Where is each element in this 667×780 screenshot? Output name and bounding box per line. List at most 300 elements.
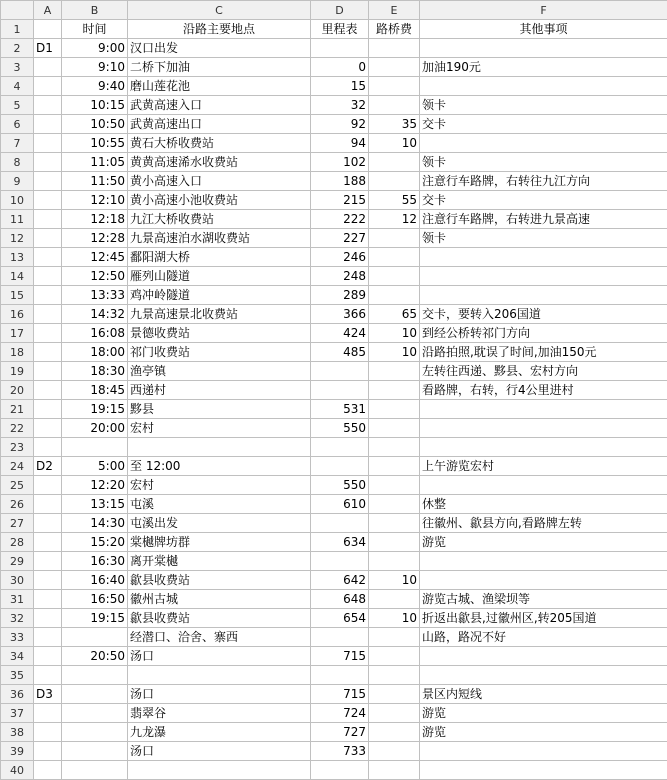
cell-f[interactable]: 往徽州、歙县方向,看路牌左转 xyxy=(420,514,667,533)
cell-e[interactable] xyxy=(369,267,420,286)
cell-f[interactable] xyxy=(420,742,667,761)
column-header-b[interactable]: B xyxy=(62,1,128,20)
cell-c[interactable]: 黄黄高速浠水收费站 xyxy=(128,153,311,172)
row-header[interactable]: 1 xyxy=(1,20,34,39)
cell-b[interactable]: 9:40 xyxy=(62,77,128,96)
cell-a[interactable]: D1 xyxy=(34,39,62,58)
cell-a[interactable]: D2 xyxy=(34,457,62,476)
cell-d[interactable]: 642 xyxy=(311,571,369,590)
row-header[interactable]: 21 xyxy=(1,400,34,419)
cell-e[interactable]: 10 xyxy=(369,324,420,343)
cell-a[interactable] xyxy=(34,210,62,229)
row-header[interactable]: 10 xyxy=(1,191,34,210)
cell-a[interactable] xyxy=(34,115,62,134)
cell-b[interactable]: 15:20 xyxy=(62,533,128,552)
table-row xyxy=(1,571,667,590)
cell-f[interactable]: 领卡 xyxy=(420,96,667,115)
row-header[interactable]: 17 xyxy=(1,324,34,343)
cell-d[interactable]: 733 xyxy=(311,742,369,761)
cell-d[interactable]: 246 xyxy=(311,248,369,267)
row-header[interactable]: 30 xyxy=(1,571,34,590)
cell-d[interactable]: 550 xyxy=(311,476,369,495)
cell-e[interactable]: 55 xyxy=(369,191,420,210)
cell-d[interactable]: 424 xyxy=(311,324,369,343)
cell-b[interactable]: 13:33 xyxy=(62,286,128,305)
column-header-e[interactable]: E xyxy=(369,1,420,20)
cell-f[interactable] xyxy=(420,647,667,666)
cell-b[interactable]: 18:45 xyxy=(62,381,128,400)
cell-b[interactable]: 12:10 xyxy=(62,191,128,210)
row-header[interactable]: 39 xyxy=(1,742,34,761)
cell-b[interactable]: 11:50 xyxy=(62,172,128,191)
cell-a[interactable] xyxy=(34,609,62,628)
cell-f[interactable]: 注意行车路牌，右转往九江方向 xyxy=(420,172,667,191)
cell-e[interactable]: 10 xyxy=(369,609,420,628)
table-row xyxy=(1,476,667,495)
cell-c[interactable]: 翡翠谷 xyxy=(128,704,311,723)
column-header-d[interactable]: D xyxy=(311,1,369,20)
cell-d[interactable] xyxy=(311,381,369,400)
row-header[interactable]: 28 xyxy=(1,533,34,552)
cell-c[interactable]: 宏村 xyxy=(128,476,311,495)
cell-c[interactable]: 汤口 xyxy=(128,647,311,666)
cell-b[interactable]: 12:28 xyxy=(62,229,128,248)
cell-d[interactable] xyxy=(311,39,369,58)
cell-a[interactable] xyxy=(34,58,62,77)
cell-a[interactable] xyxy=(34,248,62,267)
cell-b[interactable]: 16:30 xyxy=(62,552,128,571)
row-header[interactable]: 38 xyxy=(1,723,34,742)
cell-e[interactable] xyxy=(369,628,420,647)
table-row xyxy=(1,514,667,533)
row-header[interactable]: 24 xyxy=(1,457,34,476)
cell-c[interactable]: 屯溪 xyxy=(128,495,311,514)
row-header[interactable]: 29 xyxy=(1,552,34,571)
cell-d[interactable]: 634 xyxy=(311,533,369,552)
cell-f[interactable]: 领卡 xyxy=(420,153,667,172)
cell-f[interactable]: 游览 xyxy=(420,533,667,552)
row-header[interactable]: 11 xyxy=(1,210,34,229)
cell-a[interactable] xyxy=(34,533,62,552)
cell-c[interactable]: 歙县收费站 xyxy=(128,571,311,590)
cell-d[interactable]: 15 xyxy=(311,77,369,96)
cell-e[interactable] xyxy=(369,381,420,400)
cell-f[interactable] xyxy=(420,552,667,571)
row-header[interactable]: 15 xyxy=(1,286,34,305)
cell-c[interactable]: 歙县收费站 xyxy=(128,609,311,628)
cell-e[interactable] xyxy=(369,153,420,172)
cell-b[interactable]: 12:18 xyxy=(62,210,128,229)
row-header[interactable]: 22 xyxy=(1,419,34,438)
cell-a[interactable] xyxy=(34,761,62,780)
cell-b[interactable]: 时间 xyxy=(62,20,128,39)
cell-a[interactable] xyxy=(34,723,62,742)
cell-c[interactable]: 鄱阳湖大桥 xyxy=(128,248,311,267)
row-header[interactable]: 23 xyxy=(1,438,34,457)
cell-e[interactable] xyxy=(369,666,420,685)
cell-d[interactable]: 715 xyxy=(311,647,369,666)
row-header[interactable]: 25 xyxy=(1,476,34,495)
cell-b[interactable]: 16:40 xyxy=(62,571,128,590)
cell-f[interactable] xyxy=(420,248,667,267)
cell-a[interactable] xyxy=(34,96,62,115)
cell-b[interactable]: 10:50 xyxy=(62,115,128,134)
cell-f[interactable]: 看路牌，右转，行4公里进村 xyxy=(420,381,667,400)
cell-c[interactable]: 宏村 xyxy=(128,419,311,438)
cell-a[interactable] xyxy=(34,704,62,723)
cell-f[interactable]: 游览 xyxy=(420,704,667,723)
cell-e[interactable]: 路桥费 xyxy=(369,20,420,39)
cell-a[interactable] xyxy=(34,571,62,590)
cell-f[interactable]: 交卡 xyxy=(420,115,667,134)
cell-c[interactable]: 鸡冲岭隧道 xyxy=(128,286,311,305)
cell-b[interactable]: 18:00 xyxy=(62,343,128,362)
cell-e[interactable] xyxy=(369,419,420,438)
cell-a[interactable] xyxy=(34,229,62,248)
cell-c[interactable]: 黄小高速入口 xyxy=(128,172,311,191)
cell-b[interactable]: 20:50 xyxy=(62,647,128,666)
cell-c[interactable]: 汤口 xyxy=(128,742,311,761)
cell-a[interactable] xyxy=(34,438,62,457)
cell-d[interactable]: 102 xyxy=(311,153,369,172)
cell-e[interactable]: 65 xyxy=(369,305,420,324)
cell-c[interactable]: 沿路主要地点 xyxy=(128,20,311,39)
table-row xyxy=(1,590,667,609)
cell-e[interactable] xyxy=(369,457,420,476)
cell-e[interactable] xyxy=(369,362,420,381)
cell-a[interactable] xyxy=(34,77,62,96)
cell-f[interactable]: 游览 xyxy=(420,723,667,742)
cell-d[interactable]: 32 xyxy=(311,96,369,115)
cell-e[interactable]: 35 xyxy=(369,115,420,134)
cell-e[interactable] xyxy=(369,229,420,248)
cell-e[interactable] xyxy=(369,438,420,457)
cell-a[interactable] xyxy=(34,666,62,685)
cell-f[interactable] xyxy=(420,419,667,438)
cell-d[interactable] xyxy=(311,666,369,685)
cell-c[interactable]: 离开棠樾 xyxy=(128,552,311,571)
cell-f[interactable]: 休整 xyxy=(420,495,667,514)
cell-a[interactable] xyxy=(34,495,62,514)
cell-c[interactable]: 雁列山隧道 xyxy=(128,267,311,286)
cell-f[interactable] xyxy=(420,476,667,495)
table-row xyxy=(1,704,667,723)
cell-f[interactable] xyxy=(420,39,667,58)
cell-a[interactable] xyxy=(34,552,62,571)
row-header[interactable]: 8 xyxy=(1,153,34,172)
cell-a[interactable] xyxy=(34,286,62,305)
table-row xyxy=(1,647,667,666)
cell-c[interactable]: 武黄高速出口 xyxy=(128,115,311,134)
cell-d[interactable]: 724 xyxy=(311,704,369,723)
cell-f[interactable]: 景区内短线 xyxy=(420,685,667,704)
cell-a[interactable] xyxy=(34,305,62,324)
row-header[interactable]: 33 xyxy=(1,628,34,647)
cell-f[interactable] xyxy=(420,438,667,457)
cell-e[interactable] xyxy=(369,685,420,704)
table-row xyxy=(1,362,667,381)
cell-b[interactable]: 5:00 xyxy=(62,457,128,476)
cell-e[interactable] xyxy=(369,704,420,723)
cell-a[interactable] xyxy=(34,476,62,495)
cell-c[interactable]: 磨山莲花池 xyxy=(128,77,311,96)
cell-d[interactable]: 188 xyxy=(311,172,369,191)
row-header[interactable]: 2 xyxy=(1,39,34,58)
cell-b[interactable]: 19:15 xyxy=(62,400,128,419)
cell-b[interactable] xyxy=(62,723,128,742)
cell-b[interactable]: 12:20 xyxy=(62,476,128,495)
cell-b[interactable]: 14:30 xyxy=(62,514,128,533)
cell-e[interactable] xyxy=(369,495,420,514)
cell-b[interactable] xyxy=(62,438,128,457)
cell-e[interactable] xyxy=(369,742,420,761)
cell-e[interactable] xyxy=(369,286,420,305)
cell-e[interactable]: 10 xyxy=(369,343,420,362)
cell-c[interactable]: 汉口出发 xyxy=(128,39,311,58)
cell-d[interactable] xyxy=(311,514,369,533)
row-header[interactable]: 5 xyxy=(1,96,34,115)
cell-d[interactable]: 550 xyxy=(311,419,369,438)
row-header[interactable]: 26 xyxy=(1,495,34,514)
cell-b[interactable]: 12:45 xyxy=(62,248,128,267)
cell-b[interactable]: 14:32 xyxy=(62,305,128,324)
cell-e[interactable] xyxy=(369,39,420,58)
cell-b[interactable]: 20:00 xyxy=(62,419,128,438)
column-header-f[interactable]: F xyxy=(420,1,667,20)
row-header[interactable]: 35 xyxy=(1,666,34,685)
cell-e[interactable] xyxy=(369,723,420,742)
cell-c[interactable]: 九龙瀑 xyxy=(128,723,311,742)
cell-f[interactable]: 领卡 xyxy=(420,229,667,248)
cell-e[interactable]: 12 xyxy=(369,210,420,229)
cell-a[interactable] xyxy=(34,191,62,210)
row-header[interactable]: 36 xyxy=(1,685,34,704)
cell-d[interactable] xyxy=(311,761,369,780)
cell-a[interactable] xyxy=(34,324,62,343)
cell-d[interactable]: 289 xyxy=(311,286,369,305)
row-header[interactable]: 9 xyxy=(1,172,34,191)
cell-c[interactable] xyxy=(128,666,311,685)
cell-c[interactable]: 黟县 xyxy=(128,400,311,419)
cell-b[interactable] xyxy=(62,685,128,704)
cell-f[interactable]: 上午游览宏村 xyxy=(420,457,667,476)
cell-f[interactable]: 其他事项 xyxy=(420,20,667,39)
cell-c[interactable]: 西递村 xyxy=(128,381,311,400)
row-header[interactable]: 13 xyxy=(1,248,34,267)
table-row xyxy=(1,39,667,58)
cell-f[interactable] xyxy=(420,761,667,780)
cell-f[interactable] xyxy=(420,286,667,305)
cell-f[interactable]: 注意行车路牌，右转进九景高速 xyxy=(420,210,667,229)
cell-b[interactable]: 11:05 xyxy=(62,153,128,172)
row-header[interactable]: 34 xyxy=(1,647,34,666)
cell-b[interactable]: 16:08 xyxy=(62,324,128,343)
row-header[interactable]: 19 xyxy=(1,362,34,381)
cell-b[interactable]: 13:15 xyxy=(62,495,128,514)
row-header[interactable]: 16 xyxy=(1,305,34,324)
cell-c[interactable]: 黄小高速小池收费站 xyxy=(128,191,311,210)
cell-d[interactable]: 366 xyxy=(311,305,369,324)
cell-a[interactable] xyxy=(34,134,62,153)
cell-d[interactable]: 727 xyxy=(311,723,369,742)
table-row xyxy=(1,552,667,571)
cell-f[interactable]: 交卡，要转入206国道 xyxy=(420,305,667,324)
cell-f[interactable]: 折返出歙县,过徽州区,转205国道 xyxy=(420,609,667,628)
cell-d[interactable]: 222 xyxy=(311,210,369,229)
cell-d[interactable]: 654 xyxy=(311,609,369,628)
cell-d[interactable]: 531 xyxy=(311,400,369,419)
cell-f[interactable] xyxy=(420,400,667,419)
cell-d[interactable]: 715 xyxy=(311,685,369,704)
cell-e[interactable] xyxy=(369,58,420,77)
cell-e[interactable] xyxy=(369,533,420,552)
table-row xyxy=(1,324,667,343)
cell-c[interactable]: 祁门收费站 xyxy=(128,343,311,362)
cell-e[interactable] xyxy=(369,172,420,191)
row-header[interactable]: 7 xyxy=(1,134,34,153)
cell-c[interactable]: 徽州古城 xyxy=(128,590,311,609)
row-header[interactable]: 12 xyxy=(1,229,34,248)
cell-f[interactable]: 交卡 xyxy=(420,191,667,210)
cell-c[interactable]: 九景高速泊水湖收费站 xyxy=(128,229,311,248)
cell-a[interactable] xyxy=(34,400,62,419)
cell-a[interactable] xyxy=(34,381,62,400)
cell-f[interactable]: 游览古城、渔梁坝等 xyxy=(420,590,667,609)
cell-b[interactable]: 9:10 xyxy=(62,58,128,77)
cell-d[interactable]: 648 xyxy=(311,590,369,609)
cell-e[interactable]: 10 xyxy=(369,571,420,590)
row-header[interactable]: 18 xyxy=(1,343,34,362)
cell-d[interactable] xyxy=(311,362,369,381)
cell-c[interactable]: 屯溪出发 xyxy=(128,514,311,533)
cell-e[interactable] xyxy=(369,590,420,609)
cell-c[interactable]: 经潜口、洽舍、寨西 xyxy=(128,628,311,647)
cell-f[interactable] xyxy=(420,77,667,96)
cell-b[interactable] xyxy=(62,761,128,780)
cell-e[interactable] xyxy=(369,77,420,96)
cell-b[interactable]: 12:50 xyxy=(62,267,128,286)
row-header[interactable]: 27 xyxy=(1,514,34,533)
cell-d[interactable]: 里程表 xyxy=(311,20,369,39)
cell-f[interactable] xyxy=(420,267,667,286)
column-header-c[interactable]: C xyxy=(128,1,311,20)
cell-c[interactable]: 景德收费站 xyxy=(128,324,311,343)
cell-b[interactable]: 16:50 xyxy=(62,590,128,609)
row-header[interactable]: 31 xyxy=(1,590,34,609)
cell-a[interactable] xyxy=(34,419,62,438)
cell-b[interactable] xyxy=(62,628,128,647)
cell-f[interactable]: 到经公桥转祁门方向 xyxy=(420,324,667,343)
cell-f[interactable] xyxy=(420,666,667,685)
cell-a[interactable] xyxy=(34,742,62,761)
row-header[interactable]: 20 xyxy=(1,381,34,400)
cell-a[interactable] xyxy=(34,362,62,381)
row-header[interactable]: 4 xyxy=(1,77,34,96)
cell-d[interactable]: 248 xyxy=(311,267,369,286)
cell-b[interactable]: 18:30 xyxy=(62,362,128,381)
cell-d[interactable] xyxy=(311,552,369,571)
cell-a[interactable] xyxy=(34,590,62,609)
cell-c[interactable] xyxy=(128,761,311,780)
cell-d[interactable]: 94 xyxy=(311,134,369,153)
cell-e[interactable] xyxy=(369,552,420,571)
cell-c[interactable]: 九江大桥收费站 xyxy=(128,210,311,229)
cell-e[interactable] xyxy=(369,96,420,115)
cell-d[interactable]: 215 xyxy=(311,191,369,210)
cell-a[interactable] xyxy=(34,514,62,533)
cell-a[interactable] xyxy=(34,172,62,191)
cell-b[interactable] xyxy=(62,666,128,685)
cell-b[interactable]: 10:55 xyxy=(62,134,128,153)
row-header[interactable]: 32 xyxy=(1,609,34,628)
cell-c[interactable]: 渔亭镇 xyxy=(128,362,311,381)
cell-e[interactable] xyxy=(369,476,420,495)
column-header-a[interactable]: A xyxy=(34,1,62,20)
cell-e[interactable] xyxy=(369,248,420,267)
cell-c[interactable]: 至 12:00 xyxy=(128,457,311,476)
cell-f[interactable] xyxy=(420,134,667,153)
table-row xyxy=(1,210,667,229)
cell-c[interactable]: 汤口 xyxy=(128,685,311,704)
cell-a[interactable]: D3 xyxy=(34,685,62,704)
cell-b[interactable] xyxy=(62,742,128,761)
cell-a[interactable] xyxy=(34,20,62,39)
cell-d[interactable]: 610 xyxy=(311,495,369,514)
cell-d[interactable] xyxy=(311,628,369,647)
cell-b[interactable]: 19:15 xyxy=(62,609,128,628)
row-header[interactable]: 6 xyxy=(1,115,34,134)
cell-c[interactable] xyxy=(128,438,311,457)
cell-e[interactable] xyxy=(369,761,420,780)
row-header[interactable]: 3 xyxy=(1,58,34,77)
cell-d[interactable]: 227 xyxy=(311,229,369,248)
cell-b[interactable]: 9:00 xyxy=(62,39,128,58)
cell-f[interactable]: 沿路拍照,耽误了时间,加油150元 xyxy=(420,343,667,362)
table-row xyxy=(1,666,667,685)
cell-a[interactable] xyxy=(34,343,62,362)
cell-c[interactable]: 棠樾牌坊群 xyxy=(128,533,311,552)
cell-c[interactable]: 二桥下加油 xyxy=(128,58,311,77)
cell-e[interactable] xyxy=(369,514,420,533)
cell-c[interactable]: 九景高速景北收费站 xyxy=(128,305,311,324)
cell-e[interactable] xyxy=(369,647,420,666)
select-all-corner[interactable] xyxy=(1,1,34,20)
row-header[interactable]: 14 xyxy=(1,267,34,286)
cell-d[interactable] xyxy=(311,457,369,476)
cell-a[interactable] xyxy=(34,267,62,286)
cell-d[interactable]: 92 xyxy=(311,115,369,134)
cell-f[interactable] xyxy=(420,571,667,590)
cell-f[interactable]: 山路，路况不好 xyxy=(420,628,667,647)
cell-b[interactable]: 10:15 xyxy=(62,96,128,115)
cell-a[interactable] xyxy=(34,153,62,172)
cell-b[interactable] xyxy=(62,704,128,723)
cell-c[interactable]: 黄石大桥收费站 xyxy=(128,134,311,153)
column-header-row xyxy=(1,1,667,20)
row-header[interactable]: 40 xyxy=(1,761,34,780)
cell-d[interactable]: 485 xyxy=(311,343,369,362)
cell-f[interactable]: 加油190元 xyxy=(420,58,667,77)
cell-f[interactable]: 左转往西递、黟县、宏村方向 xyxy=(420,362,667,381)
cell-a[interactable] xyxy=(34,628,62,647)
cell-e[interactable] xyxy=(369,400,420,419)
row-header[interactable]: 37 xyxy=(1,704,34,723)
cell-d[interactable]: 0 xyxy=(311,58,369,77)
cell-e[interactable]: 10 xyxy=(369,134,420,153)
cell-c[interactable]: 武黄高速入口 xyxy=(128,96,311,115)
cell-d[interactable] xyxy=(311,438,369,457)
cell-a[interactable] xyxy=(34,647,62,666)
